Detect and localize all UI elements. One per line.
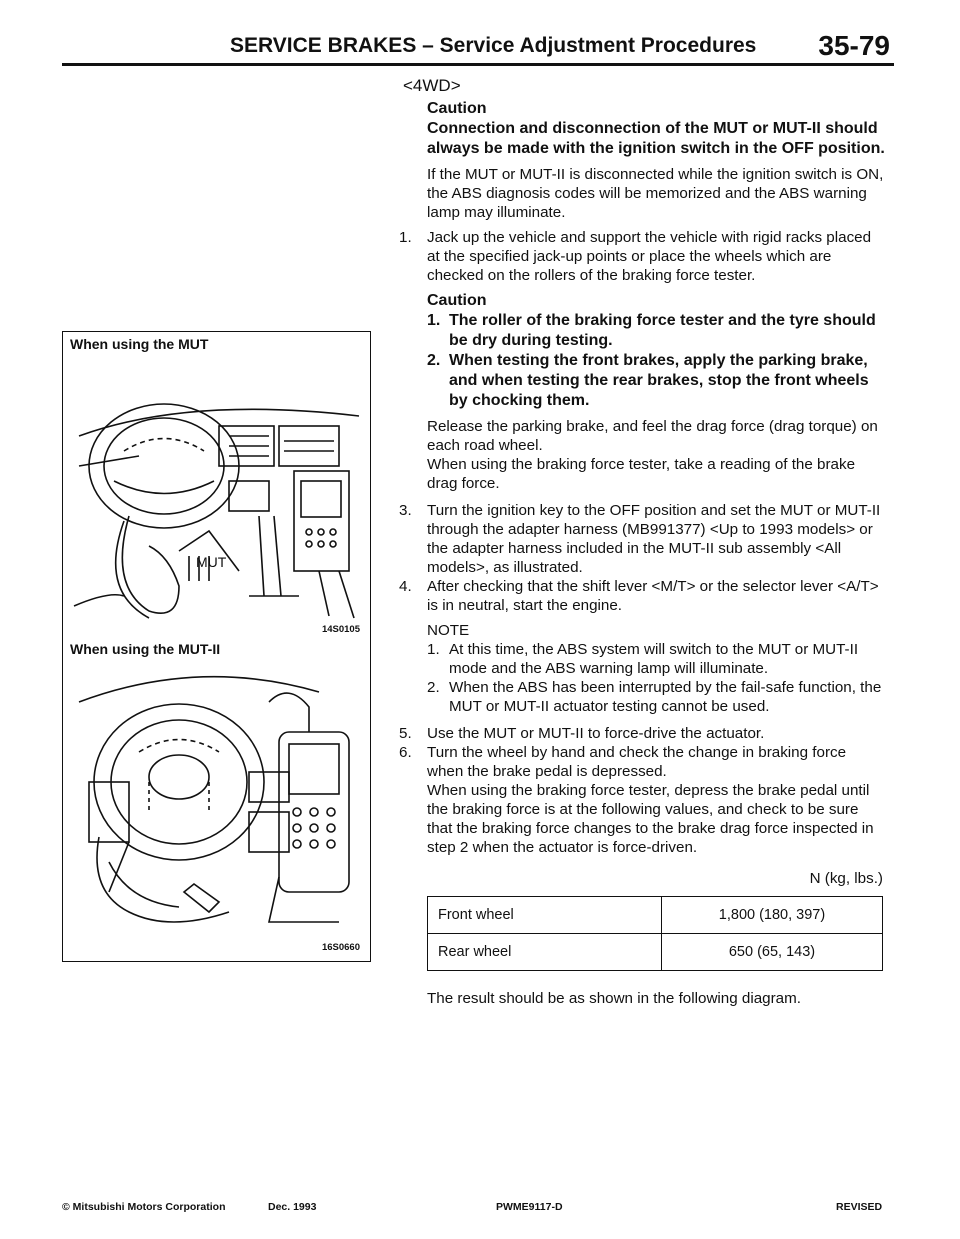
figure-panel — [62, 331, 371, 962]
release-text: Release the parking brake, and feel the drag force (drag torque) on each road wheel. — [427, 418, 878, 454]
note-item-text: At this time, the ABS system will switch to the MUT or MUT-II mode and the ABS warning lamp will illuminate. — [449, 641, 859, 677]
note-item — [427, 678, 885, 716]
step-number: 4. — [399, 578, 412, 595]
header-rule — [62, 63, 894, 66]
note-list — [427, 640, 885, 716]
caution-item — [427, 311, 885, 351]
figure-code-bottom: 16S0660 — [321, 942, 360, 953]
step-number: 3. — [399, 502, 412, 519]
tester-text: When using the braking force tester, take a reading of the brake drag force. — [427, 456, 856, 492]
step-text: Turn the ignition key to the OFF position and set the MUT or MUT-II through the adapter harness (MB991377) <Up to 1993 models> or the adapter harness included in the MUT-II sub assembly <All models>, as illustrated. — [427, 502, 881, 576]
footer-copyright: © Mitsubishi Motors Corporation — [62, 1201, 226, 1213]
step-text: Use the MUT or MUT-II to force-drive the actuator. — [427, 725, 765, 742]
mut-connection-illustration — [69, 356, 364, 636]
note-item-number: 1. — [427, 641, 440, 658]
page-header — [62, 30, 894, 62]
braking-force-table — [427, 896, 883, 971]
step-6 — [393, 743, 885, 857]
note-heading: NOTE — [427, 622, 470, 639]
caution-item — [427, 351, 885, 411]
step-text: Turn the wheel by hand and check the change in braking force when the brake pedal is depressed. — [427, 744, 847, 780]
table-cell-value: 650 (65, 143) — [662, 934, 883, 971]
note-item-number: 2. — [427, 679, 440, 696]
footer-doc-code: PWME9117-D — [496, 1201, 563, 1213]
step-4 — [393, 577, 885, 615]
table-cell-label: Rear wheel — [428, 934, 662, 971]
step-text: After checking that the shift lever <M/T> or the selector lever <A/T> is in neutral, start the engine. — [427, 578, 879, 614]
caution-item-number: 1. — [427, 312, 441, 329]
caution-heading: Caution — [427, 292, 487, 309]
step-number: 5. — [399, 725, 412, 742]
units-label: N (kg, lbs.) — [809, 870, 883, 887]
step-text: Jack up the vehicle and support the vehicle with rigid racks placed at the specified jack-up points or place the wheels which are checked on the rollers of the braking force tester. — [427, 229, 872, 284]
footer-status: REVISED — [836, 1201, 883, 1213]
footer-date: Dec. 1993 — [268, 1201, 317, 1213]
mut-callout-label: MUT — [196, 554, 227, 570]
caution-item-number: 2. — [427, 352, 441, 369]
note-item — [427, 640, 885, 678]
section-tag: <4WD> — [403, 76, 461, 95]
step-text-continued: When using the braking force tester, depress the brake pedal until the braking force is at the following values, and check to be sure that the braking force changes to the brake drag force inspected in step 2 when the actuator is force-driven. — [427, 782, 874, 856]
table-row — [428, 897, 883, 934]
figure-code-top: 14S0105 — [321, 624, 360, 635]
mut-ii-connection-illustration — [69, 662, 364, 952]
step-5 — [393, 724, 885, 743]
page-number: 35-79 — [818, 30, 890, 61]
step-number: 6. — [399, 744, 412, 761]
caution-heading: Caution — [427, 100, 487, 117]
note-item-text: When the ABS has been interrupted by the fail-safe function, the MUT or MUT-II actuator testing cannot be used. — [449, 679, 882, 715]
caution-item-text: The roller of the braking force tester and the tyre should be dry during testing. — [449, 312, 876, 349]
page-title: SERVICE BRAKES – Service Adjustment Procedures — [230, 34, 757, 57]
figure-label-mut-ii: When using the MUT-II — [70, 641, 221, 657]
step-number: 1. — [399, 229, 412, 246]
table-cell-value: 1,800 (180, 397) — [662, 897, 883, 934]
caution-list — [427, 311, 885, 411]
caution-item-text: When testing the front brakes, apply the parking brake, and when testing the rear brakes, stop the front wheels by chocking them. — [449, 352, 869, 409]
step-3 — [393, 501, 885, 577]
step-1 — [393, 228, 885, 285]
table-row — [428, 934, 883, 971]
main-content — [393, 76, 885, 1008]
caution-body: If the MUT or MUT-II is disconnected while the ignition switch is ON, the ABS diagnosis codes will be memorized and the ABS warning lamp may illuminate. — [427, 166, 884, 221]
figure-label-mut: When using the MUT — [70, 336, 209, 352]
result-text: The result should be as shown in the following diagram. — [427, 990, 801, 1007]
table-cell-label: Front wheel — [428, 897, 662, 934]
caution-text: Connection and disconnection of the MUT or MUT-II should always be made with the ignition switch in the OFF position. — [427, 120, 885, 157]
